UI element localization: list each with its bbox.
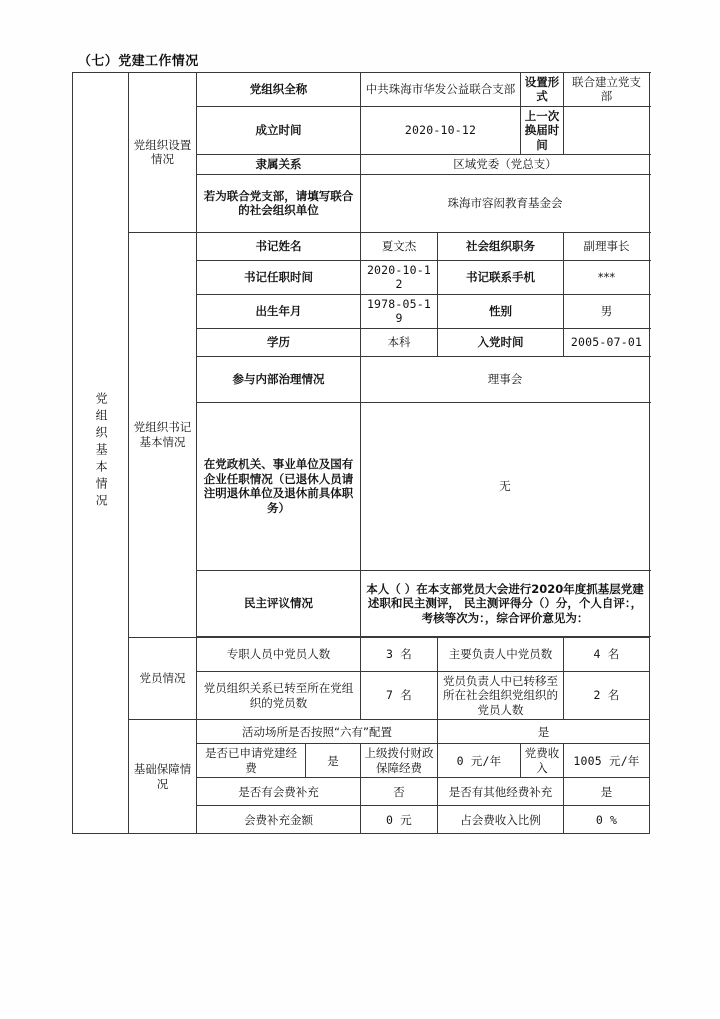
secretary-phone-label: 书记联系手机 — [438, 260, 564, 294]
public-post-value: 无 — [361, 402, 650, 570]
leader-members-label: 主要负责人中党员数 — [438, 637, 564, 671]
setup-form-value: 联合建立党支部 — [564, 73, 650, 107]
dues-income-label: 党费收入 — [521, 744, 564, 778]
last-change-label: 上一次换届时间 — [521, 106, 564, 154]
venue-value: 是 — [438, 720, 650, 744]
outer-label-text: 党组织基本情况 — [94, 391, 109, 511]
fee-amount-label: 会费补充金额 — [197, 806, 361, 834]
fulltime-members-value: 3 名 — [361, 637, 438, 671]
dues-income-value: 1005 元/年 — [564, 744, 650, 778]
last-change-value — [564, 106, 650, 154]
fee-supplement-label: 是否有会费补充 — [197, 778, 361, 806]
funding-applied-value: 是 — [306, 744, 361, 778]
gov-funding-label: 上级拨付财政保障经费 — [361, 744, 438, 778]
setup-form-label: 设置形式 — [521, 73, 564, 107]
secretary-phone-value: *** — [564, 260, 650, 294]
form-table — [72, 72, 650, 834]
fee-ratio-value: 0 % — [564, 806, 650, 834]
gov-funding-value: 0 元/年 — [438, 744, 521, 778]
secretary-gender-value: 男 — [564, 294, 650, 328]
venue-label: 活动场所是否按照“六有”配置 — [197, 720, 438, 744]
found-time-label: 成立时间 — [197, 106, 361, 154]
outer-label-cell — [73, 73, 129, 834]
page-title: （七）党建工作情况 — [78, 54, 199, 69]
secretary-education-value: 本科 — [361, 328, 438, 356]
transferred-members-value: 7 名 — [361, 671, 438, 719]
transferred-members-label: 党员组织关系已转至所在党组织的党员数 — [197, 671, 361, 719]
table-row — [73, 232, 650, 260]
secretary-birth-value: 1978-05-19 — [361, 294, 438, 328]
secretary-birth-label: 出生年月 — [197, 294, 361, 328]
leader-transferred-value: 2 名 — [564, 671, 650, 719]
joint-org-value: 珠海市容闳教育基金会 — [361, 174, 650, 232]
group-label-setup: 党组织设置情况 — [129, 73, 197, 233]
leader-transferred-label: 党员负责人中已转移至所在社会组织党组织的党员人数 — [438, 671, 564, 719]
secretary-name-value: 夏文杰 — [361, 232, 438, 260]
group-label-secretary: 党组织书记基本情况 — [129, 232, 197, 637]
other-supplement-label: 是否有其他经费补充 — [438, 778, 564, 806]
governance-value: 理事会 — [361, 356, 650, 402]
org-name-label: 党组织全称 — [197, 73, 361, 107]
secretary-party-join-value: 2005-07-01 — [564, 328, 650, 356]
org-name-value: 中共珠海市华发公益联合支部 — [361, 73, 521, 107]
secretary-party-join-label: 入党时间 — [438, 328, 564, 356]
table-row — [73, 720, 650, 744]
joint-org-label: 若为联合党支部，请填写联合的社会组织单位 — [197, 174, 361, 232]
fee-amount-value: 0 元 — [361, 806, 438, 834]
governance-label: 参与内部治理情况 — [197, 356, 361, 402]
secretary-appoint-label: 书记任职时间 — [197, 260, 361, 294]
secretary-gender-label: 性别 — [438, 294, 564, 328]
table-row — [73, 637, 650, 671]
fulltime-members-label: 专职人员中党员人数 — [197, 637, 361, 671]
appraisal-value: 本人（ ）在本支部党员大会进行2020年度抓基层党建述职和民主测评， 民主测评得分（）分，个人自评：， 考核等次为：，综合评价意见为： — [361, 570, 650, 636]
table-row — [73, 73, 650, 107]
secretary-post-value: 副理事长 — [564, 232, 650, 260]
party-building-form — [72, 72, 649, 834]
secretary-education-label: 学历 — [197, 328, 361, 356]
affiliation-value: 区域党委（党总支） — [361, 155, 650, 174]
funding-applied-label: 是否已申请党建经费 — [197, 744, 306, 778]
public-post-label: 在党政机关、事业单位及国有企业任职情况（已退休人员请注明退休单位及退休前具体职务） — [197, 402, 361, 570]
group-label-support: 基础保障情况 — [129, 720, 197, 834]
appraisal-label: 民主评议情况 — [197, 570, 361, 636]
secretary-name-label: 书记姓名 — [197, 232, 361, 260]
group-label-members: 党员情况 — [129, 637, 197, 719]
secretary-appoint-value: 2020-10-12 — [361, 260, 438, 294]
affiliation-label: 隶属关系 — [197, 155, 361, 174]
other-supplement-value: 是 — [564, 778, 650, 806]
found-time-value: 2020-10-12 — [361, 106, 521, 154]
secretary-post-label: 社会组织职务 — [438, 232, 564, 260]
fee-ratio-label: 占会费收入比例 — [438, 806, 564, 834]
fee-supplement-value: 否 — [361, 778, 438, 806]
leader-members-value: 4 名 — [564, 637, 650, 671]
